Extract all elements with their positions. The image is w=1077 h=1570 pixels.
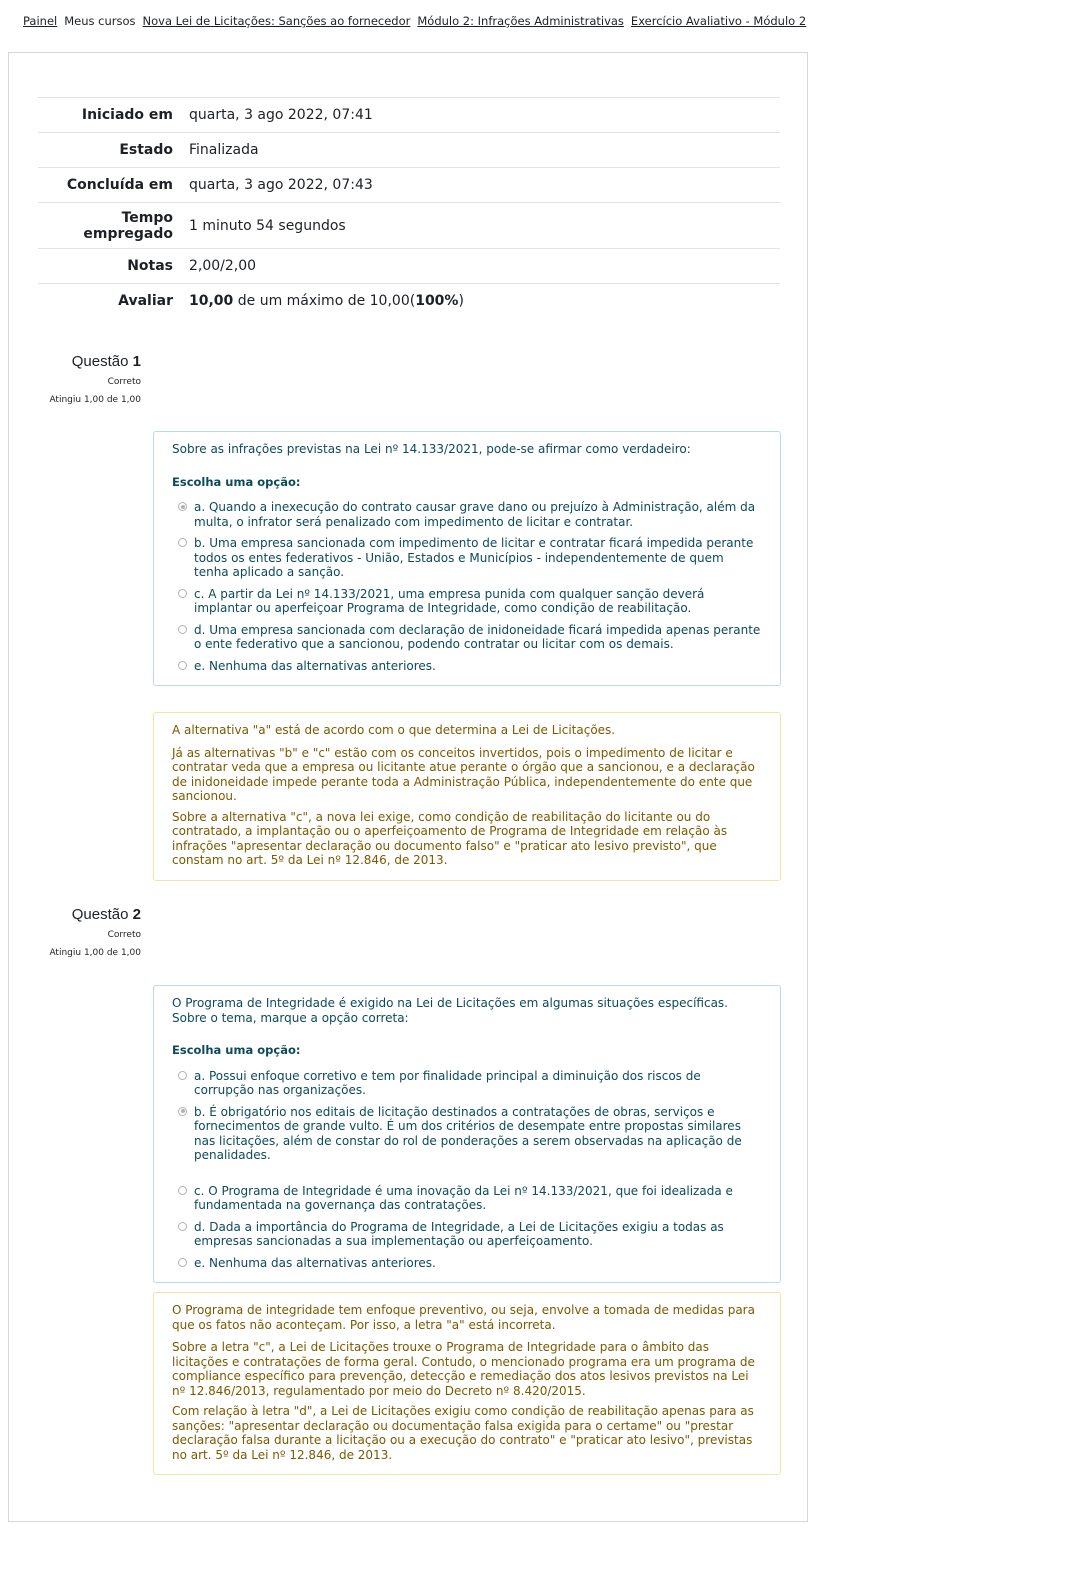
grade-percent: 100% (415, 292, 459, 309)
summary-label: Concluída em (66, 177, 173, 193)
feedback-paragraph: Sobre a alternativa "c", a nova lei exige, como condição de reabilitação do licitante ou do contratado, a implantação ou o aperfeiçoamento de Programa de Integridade em relação às infrações "apresentar declaração ou documento falso" e "praticar ato lesivo previsto", que constam no art. 5º da Lei nº 12.846, de 2013. (172, 809, 728, 867)
question-label: Questão (71, 353, 129, 370)
feedback-paragraph: Com relação à letra "d", a Lei de Licitações exigiu como condição de reabilitação apenas para as sanções: "apresentar declaração ou documentação falsa exigida para o certame" ou "prestar declaração falsa durante a licitação ou a execução do contrato" e "praticar ato lesivo", previstas no art. 5º da Lei nº 12.846, de 2013. (172, 1404, 754, 1462)
radio-icon (178, 1186, 187, 1195)
answer-option-e[interactable] (172, 1256, 762, 1271)
radio-icon (178, 625, 187, 634)
feedback-paragraph: O Programa de integridade tem enfoque preventivo, ou seja, envolve a tomada de medidas para que os fatos não aconteçam. Por isso, a letra "a" está incorreta. (172, 1303, 755, 1332)
question-grade: Atingiu 1,00 de 1,00 (49, 395, 141, 405)
question-state: Correto (107, 930, 141, 940)
question-1-formulation (153, 431, 781, 686)
question-2-feedback (153, 1292, 781, 1475)
summary-label: Tempo empregado (83, 209, 173, 242)
radio-icon (178, 661, 187, 670)
answer-option-a[interactable] (172, 1069, 762, 1098)
summary-label: Avaliar (118, 292, 173, 309)
attempt-summary-table (38, 97, 780, 318)
radio-icon (178, 589, 187, 598)
breadcrumb-item-course[interactable]: Nova Lei de Licitações: Sanções ao fornecedor (142, 14, 411, 28)
summary-row-marks (38, 249, 780, 284)
option-label: c. A partir da Lei nº 14.133/2021, uma empresa punida com qualquer sanção deverá implantar ou aperfeiçoar Programa de Integridade, como condição de reabilitação. (194, 586, 705, 615)
answer-option-b[interactable] (172, 1105, 762, 1163)
breadcrumb-item-quiz[interactable]: Exercício Avaliativo - Módulo 2 (630, 14, 807, 28)
question-number-value: 1 (132, 353, 141, 370)
grade-middle: de um máximo de 10,00( (233, 292, 416, 309)
answer-option-a[interactable] (172, 500, 762, 529)
summary-row-time (38, 203, 780, 249)
question-text: O Programa de Integridade é exigido na Lei de Licitações em algumas situações específicas. Sobre o tema, marque a opção correta: (172, 996, 728, 1025)
answer-option-d[interactable] (172, 1220, 762, 1249)
question-number-value: 2 (132, 906, 141, 923)
answer-prompt: Escolha uma opção: (172, 474, 301, 489)
grade-score: 10,00 (189, 292, 234, 309)
summary-row-grade (38, 284, 780, 318)
radio-icon (178, 1071, 187, 1080)
question-grade: Atingiu 1,00 de 1,00 (49, 948, 141, 958)
breadcrumb-item-module[interactable]: Módulo 2: Infrações Administrativas (417, 14, 624, 28)
answer-option-b[interactable] (172, 536, 762, 580)
question-label: Questão (71, 906, 129, 923)
radio-checked-icon (178, 502, 187, 511)
option-label: e. Nenhuma das alternativas anteriores. (194, 1255, 436, 1270)
answer-option-c[interactable] (172, 587, 762, 616)
option-label: d. Dada a importância do Programa de Integridade, a Lei de Licitações exigiu a todas as empresas sancionadas a sua implementação ou aperfeiçoamento. (194, 1219, 724, 1248)
summary-label: Estado (119, 142, 173, 158)
option-label: d. Uma empresa sancionada com declaração de inidoneidade ficará impedida apenas perante o ente federativo que a sancionou, podendo contratar ou licitar com os demais. (194, 622, 761, 651)
answer-option-d[interactable] (172, 623, 762, 652)
summary-row-started (38, 98, 780, 133)
feedback-paragraph: Sobre a letra "c", a Lei de Licitações trouxe o Programa de Integridade para o âmbito das licitações e contratações de forma geral. Contudo, o mencionado programa era um programa de compliance específico para prevenção, detecção e remediação dos atos lesivos previstos na Lei nº 12.846/2013, regulamentado por meio do Decreto nº 8.420/2015. (172, 1340, 755, 1398)
summary-label: Iniciado em (81, 107, 173, 123)
question-state: Correto (107, 377, 141, 387)
radio-icon (178, 1222, 187, 1231)
breadcrumb (23, 14, 813, 28)
option-label: b. Uma empresa sancionada com impedimento de licitar e contratar ficará impedida perante todos os entes federativos - União, Estados e Municípios - independentemente de quem tenha aplicado a sanção. (194, 536, 754, 579)
question-1-info (38, 353, 141, 405)
summary-value: quarta, 3 ago 2022, 07:41 (189, 107, 373, 123)
feedback-paragraph: A alternativa "a" está de acordo com o que determina a Lei de Licitações. (172, 723, 616, 737)
summary-row-state (38, 133, 780, 168)
radio-icon (178, 1258, 187, 1267)
answer-option-c[interactable] (172, 1184, 762, 1213)
question-number (38, 906, 141, 923)
feedback-paragraph: Já as alternativas "b" e "c" estão com os conceitos invertidos, pois o impedimento de licitar e contratar veda que a empresa ou licitante atue perante o órgão que a sancionou, e a declaração de inidoneidade impede perante toda a Administração Pública, independentemente do ente que sancionou. (172, 745, 755, 803)
grade-end: ) (458, 292, 464, 309)
summary-value (181, 284, 780, 318)
answer-options (172, 500, 762, 673)
summary-value: quarta, 3 ago 2022, 07:43 (189, 177, 373, 193)
option-label: e. Nenhuma das alternativas anteriores. (194, 658, 436, 673)
summary-value: 2,00/2,00 (189, 258, 257, 274)
summary-value: 1 minuto 54 segundos (189, 217, 346, 234)
question-2-formulation (153, 985, 781, 1283)
breadcrumb-item-meus-cursos: Meus cursos (64, 14, 136, 28)
option-label: a. Quando a inexecução do contrato causar grave dano ou prejuízo à Administração, além da multa, o infrator será penalizado com impedimento de licitar e contratar. (194, 500, 756, 529)
answer-prompt: Escolha uma opção: (172, 1043, 301, 1057)
answer-option-e[interactable] (172, 659, 762, 674)
question-2-info (38, 906, 141, 958)
summary-row-completed (38, 168, 780, 203)
breadcrumb-item-painel[interactable]: Painel (23, 14, 58, 28)
question-number (38, 353, 141, 370)
radio-icon (178, 538, 187, 547)
option-label: b. É obrigatório nos editais de licitação destinados a contratações de obras, serviços e fornecimentos de grande vulto. É um dos critérios de desempate entre propostas similares nas licitações, além de constar do rol de ponderações a serem observadas na aplicação de penalidades. (194, 1104, 742, 1162)
question-text: Sobre as infrações previstas na Lei nº 14.133/2021, pode-se afirmar como verdadeiro: (172, 442, 691, 456)
question-1-feedback (153, 712, 781, 881)
option-label: c. O Programa de Integridade é uma inovação da Lei nº 14.133/2021, que foi idealizada e fundamentada na governança das contratações. (194, 1183, 733, 1212)
option-label: a. Possui enfoque corretivo e tem por finalidade principal a diminuição dos riscos de corrupção nas organizações. (194, 1068, 701, 1097)
radio-checked-icon (178, 1107, 187, 1116)
summary-label: Notas (127, 258, 173, 274)
answer-options (172, 1069, 762, 1271)
summary-value: Finalizada (189, 142, 259, 158)
